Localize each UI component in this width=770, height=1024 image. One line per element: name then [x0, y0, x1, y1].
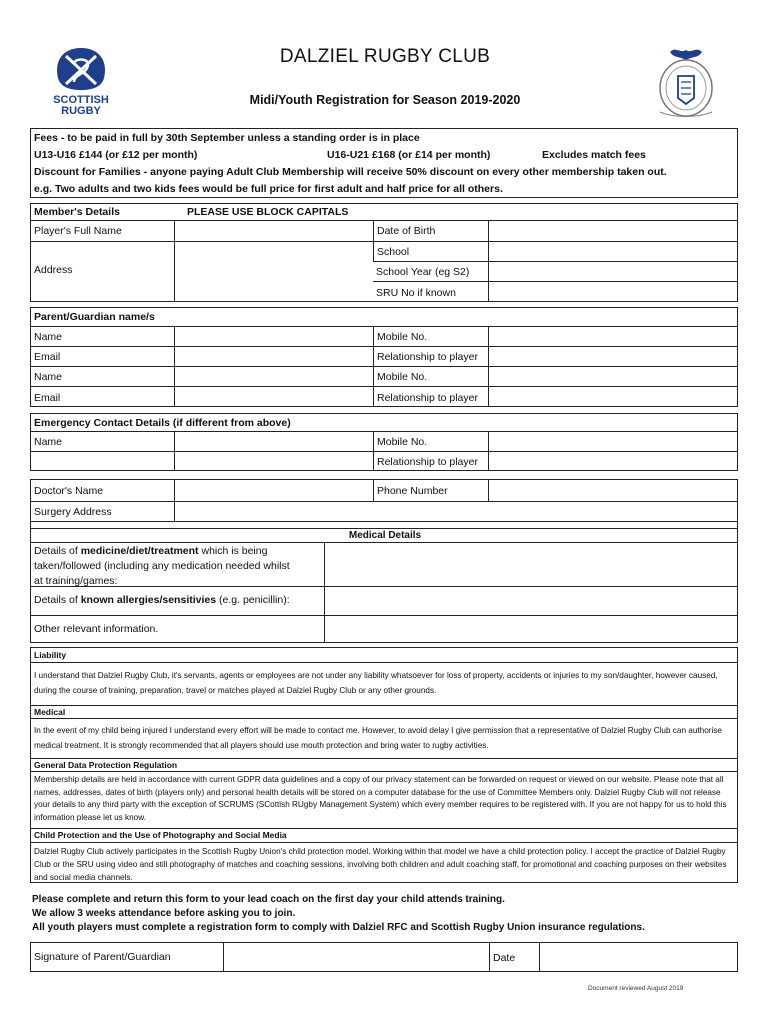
parent2-name-label: Name	[34, 371, 63, 383]
parent2-relationship-field[interactable]	[488, 387, 737, 407]
parent2-email-field[interactable]	[174, 387, 373, 407]
fees-u16-u21: U16-U21 £168 (or £14 per month)	[327, 149, 491, 161]
members-heading: Member's Details	[34, 206, 120, 218]
surgery-address-field[interactable]	[174, 502, 737, 521]
parent2-relationship-label: Relationship to player	[377, 392, 478, 404]
parent2-name-field[interactable]	[174, 367, 373, 386]
medicine-label-pre: Details of	[34, 545, 81, 557]
fees-deadline: Fees - to be paid in full by 30th September unless a standing order is in place	[34, 132, 420, 144]
parent1-relationship-label: Relationship to player	[377, 351, 478, 363]
signature-label: Signature of Parent/Guardian	[34, 951, 171, 963]
members-section	[30, 203, 738, 302]
emergency-relationship-label: Relationship to player	[377, 456, 478, 468]
parent1-mobile-label: Mobile No.	[377, 331, 428, 343]
consent-section	[30, 647, 738, 883]
parent1-email-field[interactable]	[174, 347, 373, 366]
date-label: Date	[493, 952, 516, 964]
instructions	[32, 893, 645, 935]
parent2-mobile-label: Mobile No.	[377, 371, 428, 383]
allergies-field[interactable]	[324, 587, 737, 615]
parent1-email-label: Email	[34, 351, 61, 363]
surgery-address-label: Surgery Address	[34, 506, 112, 518]
medicine-label	[34, 544, 290, 589]
gdpr-text: Membership details are held in accordance with current GDPR data guidelines and a copy of our privacy statement can be forwarded on request or viewed on our website. Please note that all names, addresses, dates of birth (players only) and personal health details will be stored on a computer database for the use of Committee Members only. Dalziel Rugby Club will not release your details to any third party with the exception of SCRUMS (SCottish RUgby Management System) which every member requires to be registered with. If you are not happy for us to hold this information please let us know.	[34, 775, 727, 822]
address-label: Address	[34, 264, 73, 276]
allergies-label	[34, 594, 290, 606]
instruction-line2: We allow 3 weeks attendance before asking you to join.	[32, 908, 296, 919]
liability-heading: Liability	[34, 650, 67, 660]
parents-heading: Parent/Guardian name/s	[34, 311, 155, 323]
allergies-label-post: (e.g. penicillin):	[216, 594, 290, 606]
child-protection-text: Dalziel Rugby Club actively participates in the Scottish Rugby Union's child protection model. Working within that model we have a child protection policy. I accept the practice of Dalziel Rugby Club or the SRU using video and still photography of matches and coaching sessions, involving both children and adult coaching staff, for promotional and coaching purposes on their websites and social media channels.	[34, 847, 727, 882]
emergency-name-label: Name	[34, 436, 63, 448]
phone-number-field[interactable]	[488, 480, 737, 501]
logo-rugby-text: RUGBY	[61, 105, 101, 116]
page-subtitle: Midi/Youth Registration for Season 2019-2020	[249, 93, 521, 107]
phone-number-label: Phone Number	[377, 485, 448, 497]
sru-field[interactable]	[488, 282, 737, 302]
medical-consent-heading: Medical	[34, 707, 66, 717]
instruction-line1: Please complete and return this form to your lead coach on the first day your child attends training.	[32, 894, 505, 905]
date-field[interactable]	[539, 943, 737, 971]
instruction-line3: All youth players must complete a registration form to comply with Dalziel RFC and Scottish Rugby Union insurance regulations.	[32, 922, 645, 933]
sru-label: SRU No if known	[376, 287, 456, 299]
player-full-name-field[interactable]	[174, 221, 373, 241]
parent1-mobile-field[interactable]	[488, 327, 737, 346]
emergency-mobile-label: Mobile No.	[377, 436, 428, 448]
page-title: DALZIEL RUGBY CLUB	[279, 46, 491, 67]
address-field[interactable]	[174, 241, 373, 302]
fees-section	[30, 128, 738, 198]
school-label: School	[377, 246, 410, 258]
parent2-email-label: Email	[34, 392, 61, 404]
dalziel-crest-logo	[650, 44, 722, 120]
medical-details-heading: Medical Details	[348, 530, 422, 541]
allergies-label-pre: Details of	[34, 594, 81, 606]
player-full-name-label: Player's Full Name	[34, 225, 122, 237]
document-reviewed-footer: Document reviewed August 2019	[588, 985, 684, 992]
other-info-field[interactable]	[324, 616, 737, 643]
parent1-name-label: Name	[34, 331, 63, 343]
parents-section	[30, 307, 738, 407]
school-year-field[interactable]	[488, 262, 737, 281]
parent1-name-field[interactable]	[174, 327, 373, 346]
dob-label: Date of Birth	[377, 225, 436, 237]
emergency-mobile-field[interactable]	[488, 432, 737, 451]
signature-field[interactable]	[223, 943, 489, 971]
allergies-label-bold: known allergies/sensitivies	[80, 594, 217, 606]
liability-text: I understand that Dalziel Rugby Club, it's servants, agents or employees are not under any liability whatsoever for loss of property, accidents or injuries to my son/daughter, however caused, during the course of training, preparation, travel or matches played at Dalziel Rugby Club or any other grounds.	[34, 671, 718, 695]
medicine-label-line3: at training/games:	[34, 575, 118, 587]
doctor-medical-section	[30, 479, 738, 643]
doctor-name-label: Doctor's Name	[34, 485, 104, 497]
emergency-name-field[interactable]	[174, 432, 373, 451]
school-year-label: School Year (eg S2)	[376, 266, 470, 278]
logo-scottish-text: SCOTTISH	[53, 94, 109, 106]
school-field[interactable]	[488, 242, 737, 261]
fees-example: e.g. Two adults and two kids fees would be full price for first adult and half price for all others.	[34, 183, 503, 195]
block-capitals-note: PLEASE USE BLOCK CAPITALS	[187, 206, 349, 218]
parent2-mobile-field[interactable]	[488, 367, 737, 386]
emergency-heading: Emergency Contact Details (if different from above)	[34, 417, 291, 429]
child-protection-heading: Child Protection and the Use of Photography and Social Media	[34, 830, 287, 840]
signature-section	[30, 942, 738, 972]
emergency-extra-field[interactable]	[174, 452, 373, 471]
fees-family-discount: Discount for Families - anyone paying Adult Club Membership will receive 50% discount on every other membership taken out.	[34, 166, 667, 178]
dob-field[interactable]	[488, 221, 737, 241]
medicine-label-post: which is being	[198, 545, 268, 557]
emergency-section	[30, 413, 738, 471]
medicine-field[interactable]	[324, 543, 737, 586]
medicine-label-line2: taken/followed (including any medication needed whilst	[34, 560, 290, 572]
medical-consent-text: In the event of my child being injured I understand every effort will be made to contact me. However, to avoid delay I give permission that a representative of Dalziel Rugby Club can authorise medical treatment. It is strongly recommended that all players should use mouth protection and bring water to rugby activities.	[34, 726, 722, 750]
gdpr-heading: General Data Protection Regulation	[34, 760, 178, 770]
parent1-relationship-field[interactable]	[488, 347, 737, 366]
fees-u13-u16: U13-U16 £144 (or £12 per month)	[34, 149, 198, 161]
doctor-name-field[interactable]	[174, 480, 373, 501]
fees-excludes-match: Excludes match fees	[542, 149, 646, 161]
medicine-label-bold: medicine/diet/treatment	[80, 545, 199, 557]
other-info-label: Other relevant information.	[34, 623, 159, 635]
emergency-relationship-field[interactable]	[488, 452, 737, 471]
